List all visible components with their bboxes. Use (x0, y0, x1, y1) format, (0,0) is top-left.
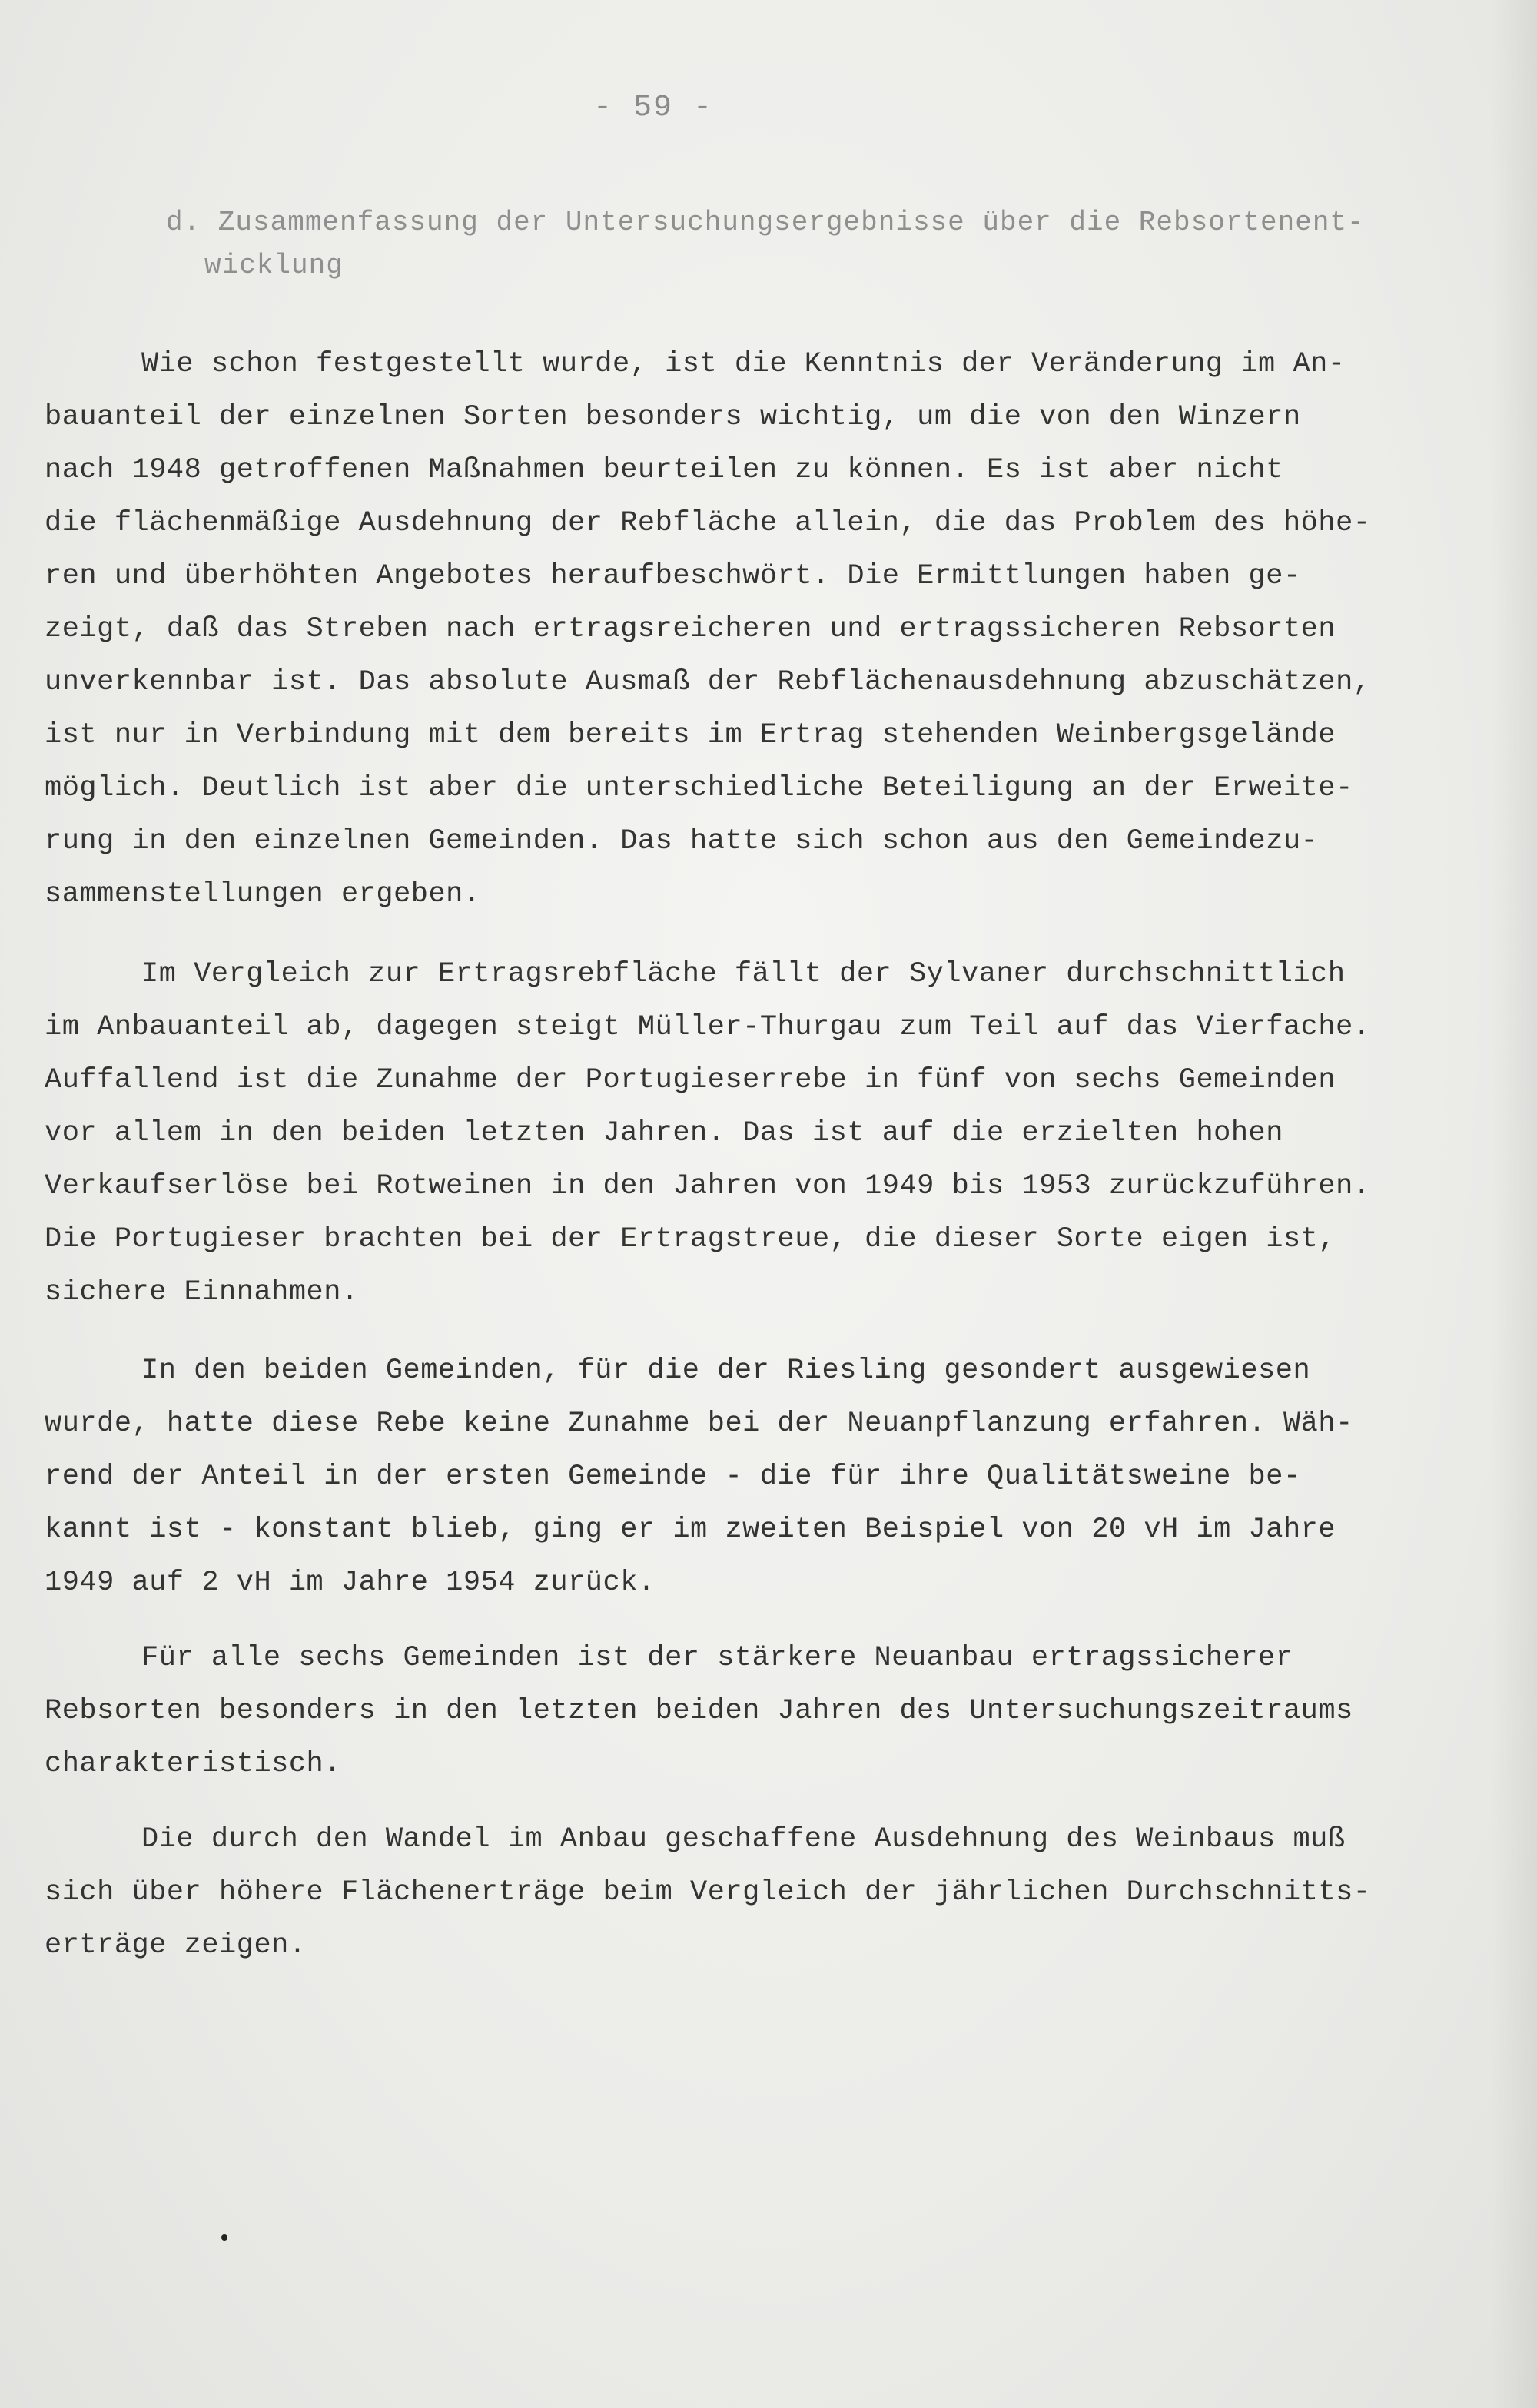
text-line: charakteristisch. (45, 1748, 341, 1780)
paragraph-4 (45, 1632, 1505, 1791)
paragraph-1 (45, 338, 1505, 921)
text-line: Wie schon festgestellt wurde, ist die Kenntnis der Veränderung im An- (141, 348, 1346, 380)
text-line: Verkaufserlöse bei Rotweinen in den Jahren von 1949 bis 1953 zurückzuführen. (45, 1170, 1371, 1202)
text-line: sich über höhere Flächenerträge beim Vergleich der jährlichen Durchschnitts- (45, 1876, 1371, 1909)
text-line: In den beiden Gemeinden, für die der Riesling gesondert ausgewiesen (141, 1355, 1311, 1387)
text-line: Die Portugieser brachten bei der Ertragstreue, die dieser Sorte eigen ist, (45, 1223, 1336, 1255)
text-line: erträge zeigen. (45, 1929, 307, 1962)
section-heading-line: d. Zusammenfassung der Untersuchungsergebnisse über die Rebsortenent- (166, 207, 1365, 238)
paragraph-3 (45, 1345, 1505, 1610)
text-line: Auffallend ist die Zunahme der Portugieserrebe in fünf von sechs Gemeinden (45, 1064, 1336, 1096)
text-line: Rebsorten besonders in den letzten beiden Jahren des Untersuchungszeitraums (45, 1695, 1353, 1727)
text-line: ist nur in Verbindung mit dem bereits im Ertrag stehenden Weinbergsgelände (45, 719, 1336, 751)
text-line: sammenstellungen ergeben. (45, 878, 481, 910)
paragraph-5 (45, 1813, 1505, 1972)
page-number: - 59 - (593, 91, 714, 125)
text-line: rend der Anteil in der ersten Gemeinde - die für ihre Qualitätsweine be- (45, 1461, 1301, 1493)
text-line: Für alle sechs Gemeinden ist der stärkere Neuanbau ertragssicherer (141, 1642, 1293, 1674)
section-heading (166, 201, 1503, 287)
text-line: 1949 auf 2 vH im Jahre 1954 zurück. (45, 1567, 656, 1599)
text-line: bauanteil der einzelnen Sorten besonders wichtig, um die von den Winzern (45, 401, 1301, 433)
text-line: Die durch den Wandel im Anbau geschaffene Ausdehnung des Weinbaus muß (141, 1823, 1346, 1856)
paragraph-2 (45, 948, 1505, 1319)
text-line: wurde, hatte diese Rebe keine Zunahme bei der Neuanpflanzung erfahren. Wäh- (45, 1408, 1353, 1440)
text-line: sichere Einnahmen. (45, 1276, 359, 1308)
text-line: rung in den einzelnen Gemeinden. Das hatte sich schon aus den Gemeindezu- (45, 825, 1319, 857)
text-line: ren und überhöhten Angebotes heraufbeschwört. Die Ermittlungen haben ge- (45, 560, 1301, 592)
ink-speck (221, 2234, 227, 2241)
text-line: im Anbauanteil ab, dagegen steigt Müller-Thurgau zum Teil auf das Vierfache. (45, 1011, 1371, 1043)
text-line: nach 1948 getroffenen Maßnahmen beurteilen zu können. Es ist aber nicht (45, 454, 1283, 486)
text-line: zeigt, daß das Streben nach ertragsreicheren und ertragssicheren Rebsorten (45, 613, 1336, 645)
text-line: möglich. Deutlich ist aber die unterschiedliche Beteiligung an der Erweite- (45, 772, 1353, 804)
text-line: die flächenmäßige Ausdehnung der Rebfläche allein, die das Problem des höhe- (45, 507, 1371, 539)
text-line: unverkennbar ist. Das absolute Ausmaß der Rebflächenausdehnung abzuschätzen, (45, 666, 1371, 698)
text-line: Im Vergleich zur Ertragsrebfläche fällt der Sylvaner durchschnittlich (141, 958, 1346, 990)
text-line: vor allem in den beiden letzten Jahren. Das ist auf die erzielten hohen (45, 1117, 1283, 1149)
section-heading-line: wicklung (204, 250, 344, 281)
text-line: kannt ist - konstant blieb, ging er im zweiten Beispiel von 20 vH im Jahre (45, 1514, 1336, 1546)
